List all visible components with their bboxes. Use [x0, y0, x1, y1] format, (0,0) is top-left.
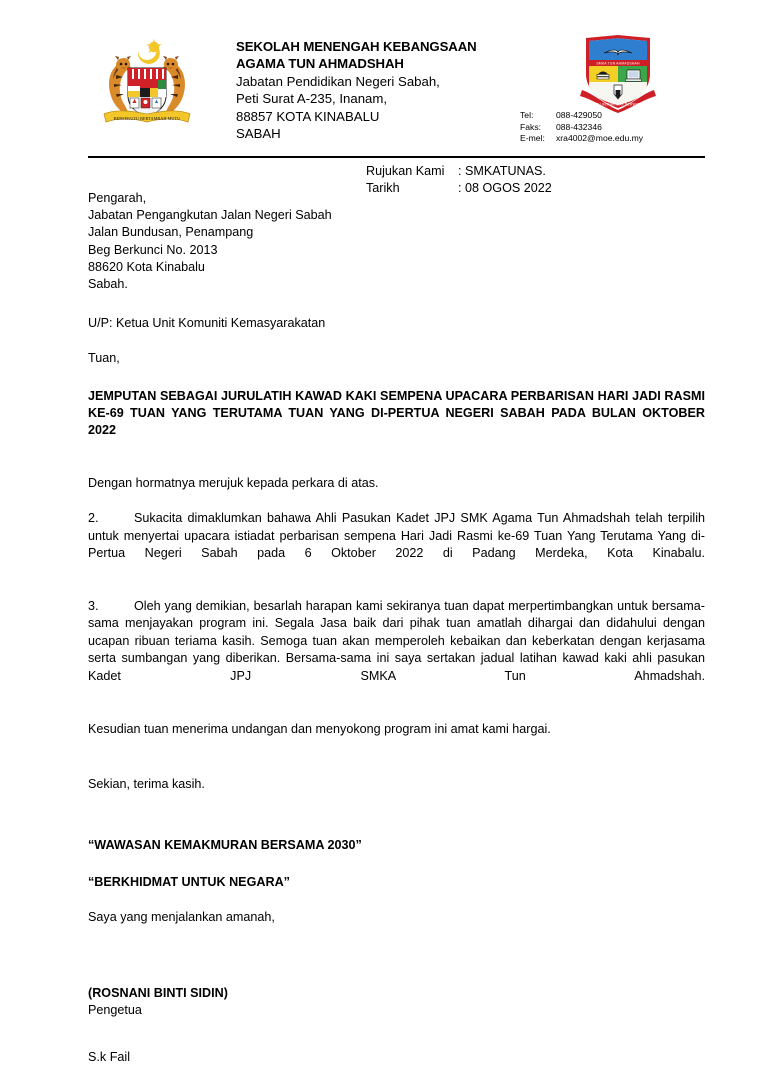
signatory-name: (ROSNANI BINTI SIDIN) — [88, 985, 228, 1000]
intro-paragraph: Dengan hormatnya merujuk kepada perkara di atas. — [88, 476, 379, 491]
school-name-line-1: SEKOLAH MENENGAH KEBANGSAAN — [236, 39, 477, 54]
recipient-line-5: 88620 Kota Kinabalu — [88, 259, 205, 274]
school-address-line-2: Peti Surat A-235, Inanam, — [236, 91, 388, 107]
fax-value: 088-432346 — [556, 121, 602, 132]
reference-row-our-ref — [366, 163, 552, 180]
svg-text:BERSEKUTU BERTAMBAH MUTU: BERSEKUTU BERTAMBAH MUTU — [113, 116, 181, 121]
tel-value: 088-429050 — [556, 110, 602, 120]
signatory-position: Pengetua — [88, 1002, 142, 1017]
fax-label: Faks: — [520, 121, 542, 132]
paragraph-2-number: 2. — [88, 511, 99, 526]
slogan-wawasan: “WAWASAN KEMAKMURAN BERSAMA 2030” — [88, 837, 362, 852]
our-ref-value: : SMKATUNAS. — [458, 164, 546, 178]
attention-line: U/P: Ketua Unit Komuniti Kemasyarakatan — [88, 316, 326, 331]
recipient-line-3: Jalan Bundusan, Penampang — [88, 225, 254, 240]
appreciation-paragraph: Kesudian tuan menerima undangan dan menyokong program ini amat kami hargai. — [88, 721, 551, 736]
contact-block — [520, 110, 720, 145]
slogan-berkhidmat: “BERKHIDMAT UNTUK NEGARA” — [88, 875, 290, 890]
email-label: E-mel: — [520, 133, 545, 144]
school-crest-icon — [578, 32, 658, 114]
recipient-line-1: Pengarah, — [88, 191, 147, 205]
paragraph-3-number: 3. — [88, 599, 99, 614]
paragraph-3 — [88, 598, 705, 702]
date-label: Tarikh — [366, 181, 400, 195]
school-name-line-2: AGAMA TUN AHMADSHAH — [236, 56, 404, 72]
subject-heading: JEMPUTAN SEBAGAI JURULATIH KAWAD KAKI SEMPENA UPACARA PERBARISAN HARI JADI RASMI KE-69 TUAN YANG TERUTAMA TUAN YANG DI-PERTUA NEGERI SABAH PADA BULAN OKTOBER 2022 — [88, 388, 705, 438]
contact-row-email — [520, 133, 720, 145]
sekian-line: Sekian, terima kasih. — [88, 776, 205, 791]
recipient-line-6: Sabah. — [88, 277, 128, 292]
recipient-line-4: Beg Berkunci No. 2013 — [88, 242, 218, 257]
school-address-line-3: 88857 KOTA KINABALU — [236, 108, 380, 124]
svg-text:SMKA TUN AHMADSHAH: SMKA TUN AHMADSHAH — [596, 61, 640, 66]
date-value: : 08 OGOS 2022 — [458, 181, 552, 195]
malaysia-coat-of-arms-icon — [92, 34, 202, 132]
contact-row-tel — [520, 110, 720, 122]
school-address-line-4: SABAH — [236, 126, 281, 142]
our-ref-label: Rujukan Kami — [366, 164, 445, 178]
recipient-address-block — [88, 190, 705, 293]
svg-text:BERILMU BERAKHLAK BERWAWASAN: BERILMU BERAKHLAK BERWAWASAN — [584, 102, 652, 107]
school-name-block — [236, 38, 526, 142]
recipient-line-2: Jabatan Pengangkutan Jalan Negeri Sabah — [88, 208, 332, 223]
salutation: Tuan, — [88, 351, 120, 366]
paragraph-2-text: Sukacita dimaklumkan bahawa Ahli Pasukan Kadet JPJ SMK Agama Tun Ahmadshah telah terpilih untuk menyertai upacara istiadat perbarisan sempena Hari Jadi Rasmi ke-69 Tuan Yang Terutama Yang di-Pertua Negeri Sabah pada 6 Oktober 2022 di Padang Merdeka, Kota Kinabalu. — [88, 511, 705, 561]
paragraph-2 — [88, 510, 705, 580]
tel-label: Tel: — [520, 110, 534, 120]
header-divider — [88, 156, 705, 158]
valediction: Saya yang menjalankan amanah, — [88, 910, 275, 925]
email-value: xra4002@moe.edu.my — [556, 133, 644, 144]
letterhead — [88, 30, 705, 148]
carbon-copy-line: S.k Fail — [88, 1049, 130, 1064]
contact-row-fax — [520, 122, 720, 134]
paragraph-3-text: Oleh yang demikian, besarlah harapan kami sekiranya tuan dapat merpertimbangkan untuk bersama-sama menjayakan program ini. Segala Jasa baik dari pihak tuan amatlah dihargai dan didahului dengan ucapan ribuan teriama kasih. Semoga tuan akan memperoleh kebaikan dan keberkatan dengan kerjasama serta sumbangan yang diberikan. Bersama-sama ini saya sertakan jadual latihan kawad kaki ahli pasukan Kadet JPJ SMKA Tun Ahmadshah. — [88, 599, 705, 683]
letter-body — [88, 190, 705, 1066]
school-address-line-1: Jabatan Pendidikan Negeri Sabah, — [236, 73, 440, 89]
